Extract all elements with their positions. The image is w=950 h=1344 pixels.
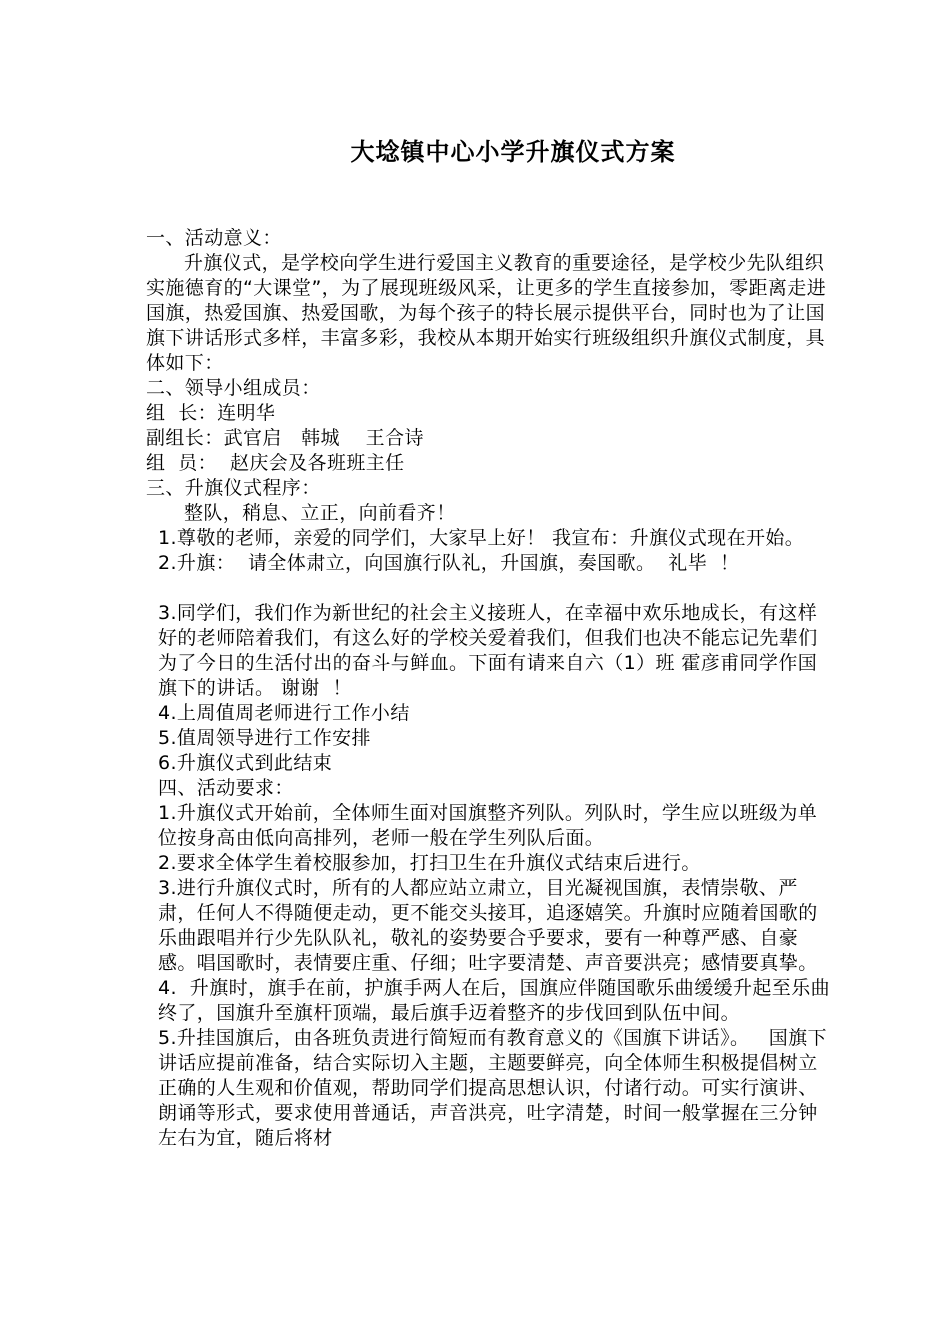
list-item: 5.升挂国旗后，由各班负责进行简短而有教育意义的《国旗下讲话》。 国旗下讲话应提前准备，结合实际切入主题，主题要鲜亮，向全体师生积极提倡树立正确的人生观和价值观，帮助同学们提高思想认识，付诸行动。可实行演讲、朗诵等形式，要求使用普通话，声音洪亮，吐字清楚，时间一般掌握在三分钟左右为宜，随后将材 bbox=[158, 1027, 827, 1149]
list-item: 4. 升旗时，旗手在前，护旗手两人在后，国旗应伴随国歌乐曲缓缓升起至乐曲终了，国旗升至旗杆顶端，最后旗手迈着整齐的步伐回到队伍中间。 bbox=[158, 977, 831, 1024]
document-title: 大埝镇中心小学升旗仪式方案 bbox=[350, 138, 676, 166]
list-item: 6.升旗仪式到此结束 bbox=[158, 752, 333, 774]
blank-line bbox=[146, 576, 836, 601]
section-heading: 三、升旗仪式程序： bbox=[146, 477, 321, 499]
document-body bbox=[146, 226, 836, 1151]
paragraph: 组 员： 赵庆会及各班班主任 bbox=[146, 452, 405, 474]
section-heading: 四、活动要求： bbox=[158, 777, 294, 799]
paragraph: 升旗仪式，是学校向学生进行爱国主义教育的重要途径，是学校少先队组织实施德育的“大课堂”，为了展现班级风采，让更多的学生直接参加，零距离走进国旗，热爱国旗、热爱国歌，为每个孩子的特长展示提供平台，同时也为了让国旗下讲话形式多样，丰富多彩，我校从本期开始实行班级组织升旗仪式制度，具体如下： bbox=[146, 252, 827, 374]
paragraph: 副组长：武官启 韩城 王合诗 bbox=[146, 427, 424, 449]
list-item: 4.上周值周老师进行工作小结 bbox=[158, 702, 410, 724]
paragraph: 组 长：连明华 bbox=[146, 402, 276, 424]
list-item: 2.要求全体学生着校服参加，打扫卫生在升旗仪式结束后进行。 bbox=[158, 852, 701, 874]
list-item: 1.尊敬的老师，亲爱的同学们，大家早上好！ 我宣布：升旗仪式现在开始。 bbox=[158, 527, 805, 549]
section-heading: 二、领导小组成员： bbox=[146, 377, 321, 399]
paragraph: 整队，稍息、立正，向前看齐！ bbox=[184, 502, 456, 524]
list-item: 3.同学们，我们作为新世纪的社会主义接班人，在幸福中欢乐地成长，有这样好的老师陪着我们，有这么好的学校关爱着我们，但我们也决不能忘记先辈们为了今日的生活付出的奋斗与鲜血。下面有请来自六（1）班 霍彦甫同学作国旗下的讲话。 谢谢 ！ bbox=[158, 602, 818, 699]
list-item: 5.值周领导进行工作安排 bbox=[158, 727, 371, 749]
list-item: 2.升旗： 请全体肃立，向国旗行队礼，升国旗，奏国歌。 礼毕 ！ bbox=[158, 552, 740, 574]
list-item: 1.升旗仪式开始前，全体师生面对国旗整齐列队。列队时，学生应以班级为单位按身高由低向高排列，老师一般在学生列队后面。 bbox=[158, 802, 818, 849]
list-item: 3.进行升旗仪式时，所有的人都应站立肃立，目光凝视国旗，表情崇敬、严肃，任何人不得随便走动，更不能交头接耳，追逐嬉笑。升旗时应随着国歌的乐曲跟唱并行少先队队礼，敬礼的姿势要合乎要求，要有一种尊严感、自豪感。唱国歌时，表情要庄重、仔细；吐字要清楚、声音要洪亮；感情要真挚。 bbox=[158, 877, 818, 974]
section-heading: 一、活动意义： bbox=[146, 227, 282, 249]
